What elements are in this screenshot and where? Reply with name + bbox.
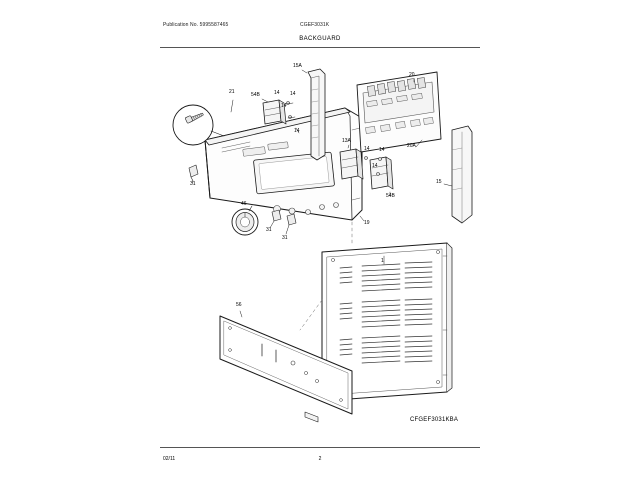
publication-number: Publication No. 5995587465 [163,22,229,28]
footer-date: 02/11 [163,456,176,462]
callout-14-d: 14 [294,128,300,134]
control-panel-body [205,108,362,220]
callout-1: 1 [381,258,384,264]
callout-31-b: 31 [266,227,272,233]
callout-31-a: 31 [190,181,196,187]
callout-46: 46 [241,201,247,207]
footer-page-number: 2 [318,456,322,462]
callout-21: 21 [229,89,235,95]
callout-14-c: 14 [281,103,287,109]
callout-56: 56 [236,302,242,308]
control-board [357,72,441,152]
callout-54B-lower: 54B [386,193,395,199]
callout-13A: 13A [342,138,351,144]
callout-20: 20 [409,72,415,78]
callout-54B-upper: 54B [251,92,260,98]
callout-15A: 15A [293,63,302,69]
callout-20A: 20A [407,143,416,149]
callout-31-c: 31 [282,235,288,241]
callout-14-g: 14 [372,163,378,169]
callout-14-b: 14 [290,91,296,97]
diagram-code: CFGEF3031KBA [410,417,459,423]
bracket-15 [444,126,472,223]
model-number: CGEF3031K [300,22,330,28]
callout-14-f: 14 [379,147,385,153]
callout-14-e: 14 [364,146,370,152]
callout-14-a: 14 [274,90,280,96]
callout-19: 19 [364,220,370,226]
page-title: BACKGUARD [299,36,341,42]
callout-15: 15 [436,179,442,185]
knob-detail-callout [232,206,258,235]
